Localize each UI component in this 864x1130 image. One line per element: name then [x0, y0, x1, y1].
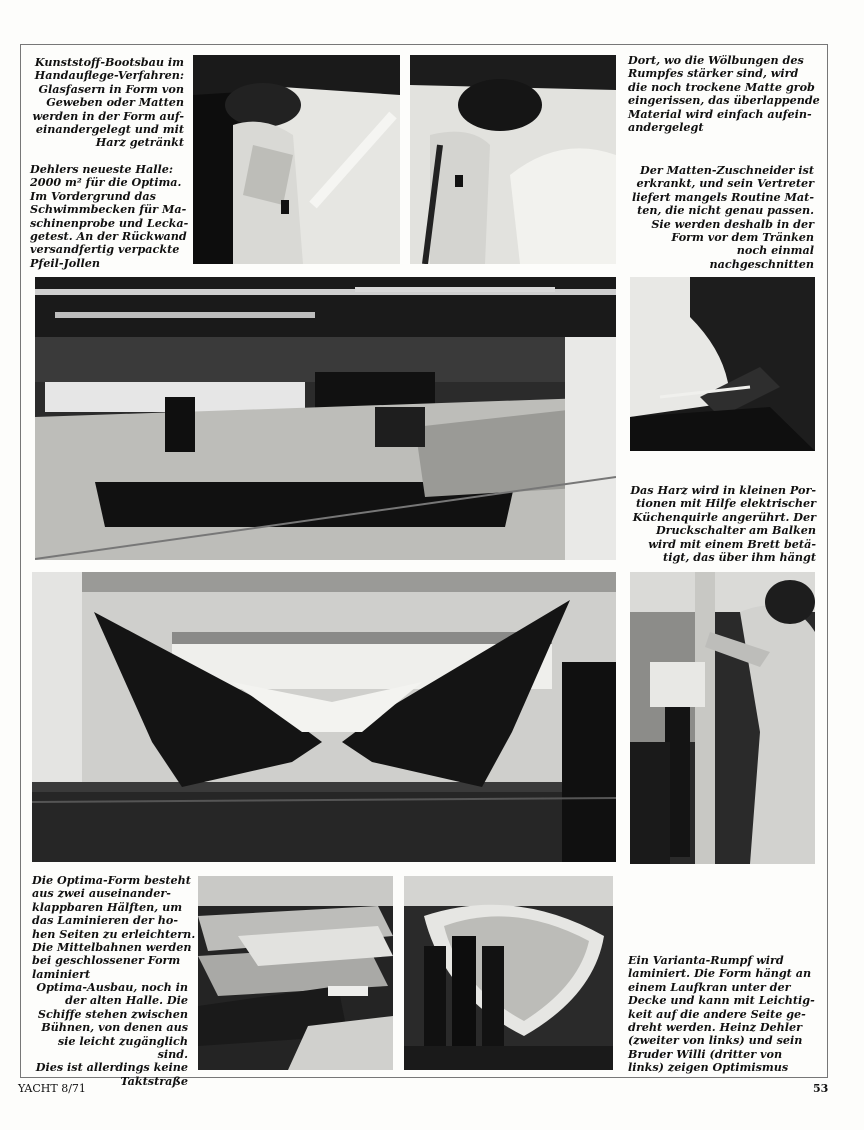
resin-mixing-photo — [630, 572, 815, 864]
optima-fitout-photo — [198, 876, 393, 1070]
caption-hand-layup: Kunststoff-Bootsbau im Handauflege-Verfahren: Glasfasern in Form von Geweben oder Matten werden in der Form auf- einandergelegt und mit Harz getränkt — [32, 55, 184, 150]
caption-optima-fitout: Optima-Ausbau, noch in der alten Halle. Die Schiffe stehen zwischen Bühnen, von denen aus sie leicht zugänglich sind. Dies ist allerdings keine Taktstraße — [35, 980, 188, 1088]
magazine-footer: YACHT 8/71 — [18, 1082, 86, 1095]
caption-varianta-hull: Ein Varianta-Rumpf wird laminiert. Die Form hängt an einem Laufkran unter der Decke und kann mit Leichtig- keit auf die andere Seite ge- dreht werden. Heinz Dehler (zweiter von links) und sein Bruder Willi (dritter von links) zeigen Optimismus — [628, 953, 815, 1075]
caption-new-hall: Dehlers neueste Halle: 2000 m² für die Optima. Im Vordergrund das Schwimmbecken für Ma- schinenprobe und Lecka- getest. An der Rückwand versandfertig verpackte Pfeil-Jollen — [30, 162, 189, 270]
caption-resin-mixing: Das Harz wird in kleinen Por- tionen mit Hilfe elektrischer Küchenquirle angerührt. Der Druckschalter am Balken wird mit einem Brett betä- tigt, das über ihm hängt — [630, 483, 816, 565]
caption-hull-curves: Dort, wo die Wölbungen des Rumpfes stärker sind, wird die noch trockene Matte grob eingerissen, das überlappende Material wird einfach aufein- andergelegt — [628, 53, 820, 135]
page-number: 53 — [813, 1082, 829, 1095]
worker-laminating-photo — [193, 55, 400, 264]
varianta-hull-photo — [404, 876, 613, 1070]
caption-mat-cutter: Der Matten-Zuschneider ist erkrankt, und sein Vertreter liefert mangels Routine Mat- ten, die nicht genau passen. Sie werden deshalb in der Form vor dem Tränken noch einmal nachgeschnitten — [631, 163, 814, 271]
caption-optima-mold: Die Optima-Form besteht aus zwei auseinander- klappbaren Hälften, um das Laminieren der ho- hen Seiten zu erleichtern. Die Mittelbahnen werden bei geschlossener Form laminiert — [32, 873, 196, 981]
mat-cutting-photo — [630, 277, 815, 451]
hall-overview-photo — [35, 277, 616, 560]
worker-laying-mat-photo — [410, 55, 616, 264]
optima-mold-photo — [32, 572, 616, 862]
